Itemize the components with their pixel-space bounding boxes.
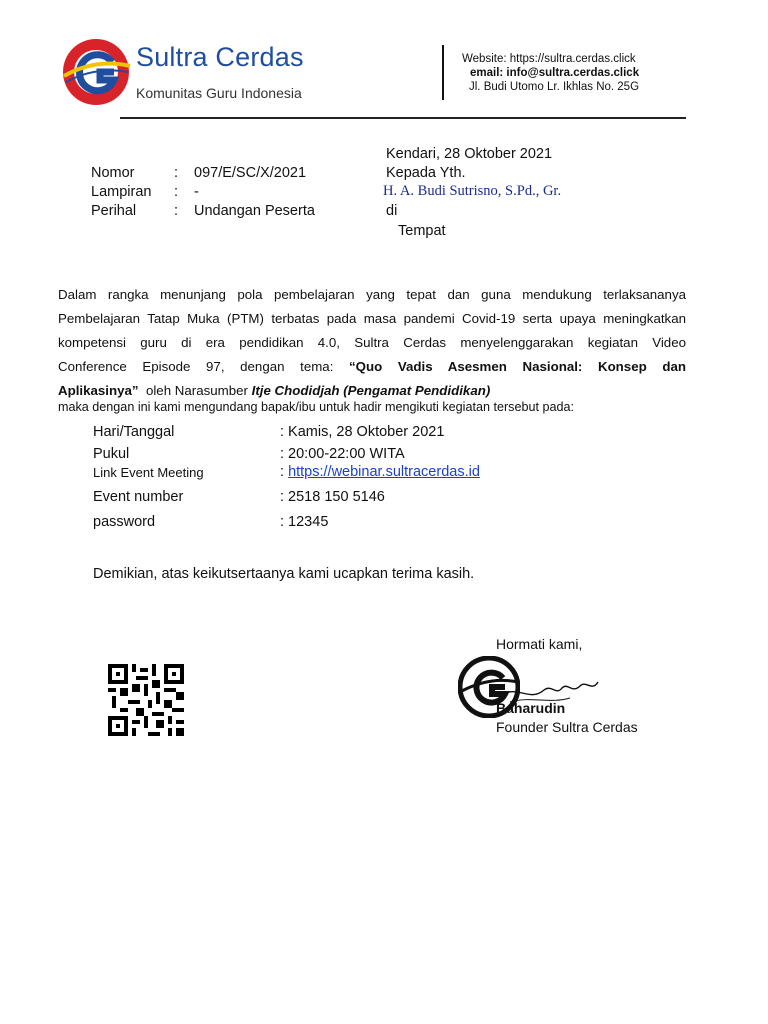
- address: Jl. Budi Utomo Lr. Ikhlas No. 25G: [469, 81, 640, 93]
- link-prefix: :: [280, 464, 289, 480]
- meta-value-lampiran: -: [194, 184, 199, 200]
- meta-sep: :: [174, 184, 179, 200]
- body-paragraph: [58, 283, 686, 403]
- meta-sep: :: [174, 203, 179, 219]
- detail-label: Pukul: [93, 446, 130, 462]
- body-line: Dalam rangka menunjang pola pembelajaran yang tepat dan guna mendukung terlaksananya: [58, 287, 686, 302]
- detail-label: Link Event Meeting: [93, 465, 204, 480]
- recipient-name: H. A. Budi Sutrisno, S.Pd., Gr.: [383, 183, 562, 199]
- header-divider: [442, 45, 444, 100]
- detail-value-password: : 12345: [280, 514, 329, 530]
- header-rule: [120, 117, 686, 119]
- qr-code-icon: [108, 664, 184, 736]
- signature-greeting: Hormati kami,: [496, 636, 583, 652]
- to-label: Kepada Yth.: [386, 165, 466, 181]
- body-line: Pembelajaran Tatap Muka (PTM) terbatas pada masa pandemi Covid-19 serta upaya meningkatkan: [58, 311, 686, 326]
- detail-value-event-number: : 2518 150 5146: [280, 489, 385, 505]
- meta-label: Lampiran: [91, 184, 152, 200]
- detail-value-time: : 20:00-22:00 WITA: [280, 446, 405, 462]
- theme-title-end: Aplikasinya”: [58, 383, 139, 398]
- meta-label: Perihal: [91, 203, 137, 219]
- meta-sep: :: [174, 165, 179, 181]
- meta-value-nomor: 097/E/SC/X/2021: [194, 165, 307, 181]
- detail-label: Event number: [93, 489, 184, 505]
- meta-value-perihal: Undangan Peserta: [194, 203, 315, 219]
- speaker-name: Itje Chodidjah (Pengamat Pendidikan): [251, 383, 491, 398]
- body-line: kompetensi guru di era pendidikan 4.0, Sultra Cerdas menyelenggarakan kegiatan Video: [58, 335, 686, 350]
- detail-label: password: [93, 514, 156, 530]
- detail-value-date: : Kamis, 28 Oktober 2021: [280, 424, 445, 440]
- signatory-role: Founder Sultra Cerdas: [496, 719, 638, 735]
- place-date: Kendari, 28 Oktober 2021: [386, 146, 553, 162]
- brand-tagline: Komunitas Guru Indonesia: [136, 85, 302, 101]
- di-label: di: [386, 203, 398, 219]
- sultra-cerdas-logo: [60, 36, 132, 108]
- detail-label: Hari/Tanggal: [93, 424, 175, 440]
- website: Website: https://sultra.cerdas.click: [462, 53, 636, 65]
- invitation-intro: maka dengan ini kami mengundang bapak/ibu untuk hadir mengikuti kegiatan tersebut pada:: [58, 400, 574, 414]
- body-line: [58, 355, 686, 379]
- meta-label: Nomor: [91, 165, 135, 181]
- speaker-prefix: oleh Narasumber: [138, 383, 252, 398]
- tempat-label: Tempat: [398, 223, 446, 239]
- theme-title: “Quo Vadis Asesmen Nasional: Konsep dan: [349, 359, 686, 374]
- signatory-name: Baharudin: [496, 700, 566, 716]
- detail-value-link: [280, 464, 480, 480]
- body-line-text: Conference Episode 97, dengan tema:: [58, 359, 350, 374]
- brand-name: Sultra Cerdas: [136, 42, 304, 72]
- email: email: info@sultra.cerdas.click: [470, 67, 640, 79]
- event-meeting-link[interactable]: https://webinar.sultracerdas.id: [288, 464, 480, 480]
- closing-sentence: Demikian, atas keikutsertaanya kami ucapkan terima kasih.: [93, 566, 475, 582]
